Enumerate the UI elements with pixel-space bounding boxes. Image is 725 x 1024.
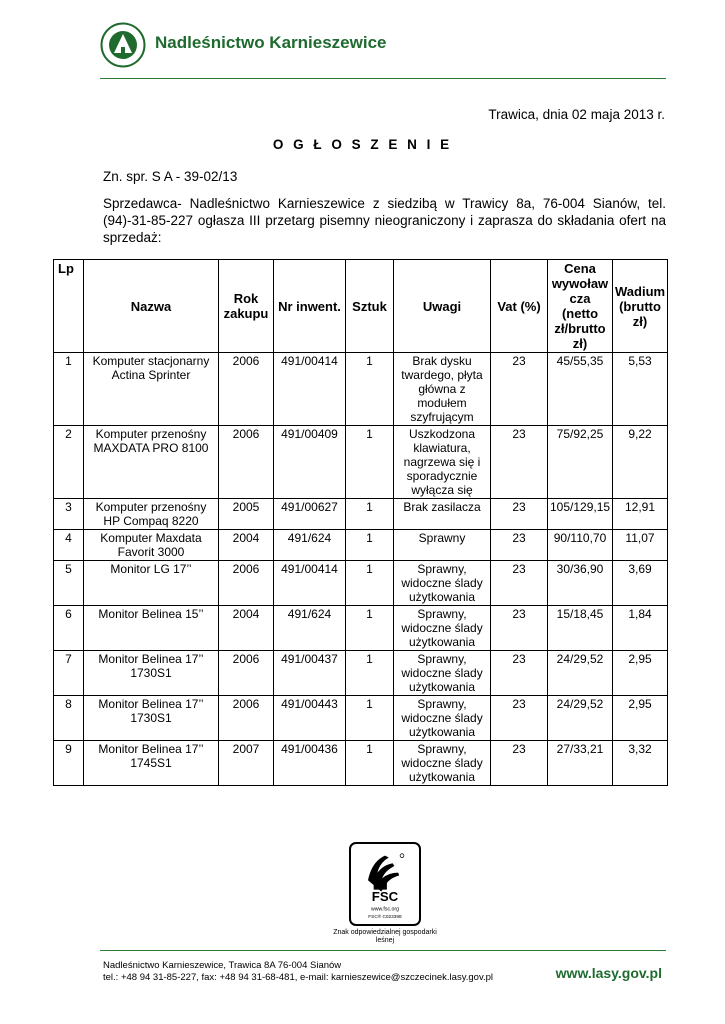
row-notes: Sprawny xyxy=(394,530,491,561)
row-price: 24/29,52 xyxy=(548,696,613,741)
row-deposit: 3,69 xyxy=(613,561,668,606)
row-year: 2006 xyxy=(219,651,274,696)
row-year: 2006 xyxy=(219,561,274,606)
row-deposit: 2,95 xyxy=(613,696,668,741)
row-price: 15/18,45 xyxy=(548,606,613,651)
row-notes: Sprawny, widoczne ślady użytkowania xyxy=(394,696,491,741)
intro-paragraph: Sprzedawca- Nadleśnictwo Karnieszewice z siedzibą w Trawicy 8a, 76-004 Sianów, tel.(94)-31-85-227 ogłasza III przetarg pisemny nieograniczony i zaprasza do składania ofert na sprzedaż: xyxy=(103,196,666,245)
table-body xyxy=(54,353,668,786)
row-deposit: 12,91 xyxy=(613,499,668,530)
row-deposit: 5,53 xyxy=(613,353,668,426)
row-vat: 23 xyxy=(491,353,548,426)
fsc-logo xyxy=(349,842,421,926)
header-notes: Uwagi xyxy=(394,260,491,353)
row-year: 2005 xyxy=(219,499,274,530)
row-deposit: 3,32 xyxy=(613,741,668,786)
row-price: 24/29,52 xyxy=(548,651,613,696)
table-row xyxy=(54,353,668,426)
row-quantity: 1 xyxy=(346,530,394,561)
row-name: Monitor LG 17’’ xyxy=(84,561,219,606)
row-inventory: 491/00627 xyxy=(274,499,346,530)
row-year: 2006 xyxy=(219,426,274,499)
row-quantity: 1 xyxy=(346,741,394,786)
fsc-url: www.fsc.org xyxy=(371,906,399,913)
row-vat: 23 xyxy=(491,499,548,530)
row-vat: 23 xyxy=(491,561,548,606)
table-row xyxy=(54,606,668,651)
row-inventory: 491/00436 xyxy=(274,741,346,786)
table-row xyxy=(54,561,668,606)
header-quantity: Sztuk xyxy=(346,260,394,353)
row-vat: 23 xyxy=(491,696,548,741)
row-lp: 7 xyxy=(54,651,84,696)
document-title: O G Ł O S Z E N I E xyxy=(272,137,453,152)
table-row xyxy=(54,530,668,561)
footer-website-link[interactable]: www.lasy.gov.pl xyxy=(555,965,662,981)
row-name: Monitor Belinea 15’’ xyxy=(84,606,219,651)
row-price: 105/129,15 xyxy=(548,499,613,530)
row-price: 45/55,35 xyxy=(548,353,613,426)
row-price: 30/36,90 xyxy=(548,561,613,606)
row-lp: 5 xyxy=(54,561,84,606)
row-name: Monitor Belinea 17’’ 1745S1 xyxy=(84,741,219,786)
row-inventory: 491/00414 xyxy=(274,353,346,426)
row-quantity: 1 xyxy=(346,606,394,651)
row-quantity: 1 xyxy=(346,696,394,741)
reference-number: Zn. spr. S A - 39-02/13 xyxy=(103,169,238,184)
row-inventory: 491/00437 xyxy=(274,651,346,696)
table-row xyxy=(54,426,668,499)
row-name: Komputer Maxdata Favorit 3000 xyxy=(84,530,219,561)
fsc-code: FSC® C023398 xyxy=(368,915,402,920)
row-inventory: 491/624 xyxy=(274,530,346,561)
row-lp: 3 xyxy=(54,499,84,530)
row-quantity: 1 xyxy=(346,499,394,530)
row-price: 75/92,25 xyxy=(548,426,613,499)
fsc-logo-text: FSC xyxy=(371,889,399,904)
row-notes: Uszkodzona klawiatura, nagrzewa się i sporadycznie wyłącza się xyxy=(394,426,491,499)
row-notes: Sprawny, widoczne ślady użytkowania xyxy=(394,561,491,606)
row-notes: Brak zasilacza xyxy=(394,499,491,530)
footer-address-line1: Nadleśnictwo Karnieszewice, Trawica 8A 76-004 Sianów xyxy=(103,960,342,971)
row-inventory: 491/624 xyxy=(274,606,346,651)
row-deposit: 11,07 xyxy=(613,530,668,561)
row-notes: Sprawny, widoczne ślady użytkowania xyxy=(394,741,491,786)
date-line: Trawica, dnia 02 maja 2013 r. xyxy=(488,107,665,122)
row-quantity: 1 xyxy=(346,561,394,606)
table-row xyxy=(54,651,668,696)
header-vat: Vat (%) xyxy=(491,260,548,353)
lasy-panstwowe-logo xyxy=(100,22,146,68)
org-name: Nadleśnictwo Karnieszewice xyxy=(155,33,387,52)
row-name: Monitor Belinea 17’’ 1730S1 xyxy=(84,651,219,696)
table-row xyxy=(54,696,668,741)
row-vat: 23 xyxy=(491,741,548,786)
row-year: 2004 xyxy=(219,606,274,651)
header-price: Cena wywoław cza (netto zł/brutto zł) xyxy=(548,260,613,353)
row-quantity: 1 xyxy=(346,353,394,426)
row-deposit: 9,22 xyxy=(613,426,668,499)
row-price: 90/110,70 xyxy=(548,530,613,561)
row-name: Komputer przenośny HP Compaq 8220 xyxy=(84,499,219,530)
row-year: 2007 xyxy=(219,741,274,786)
row-vat: 23 xyxy=(491,651,548,696)
row-notes: Brak dysku twardego, płyta główna z modułem szyfrującym xyxy=(394,353,491,426)
row-lp: 2 xyxy=(54,426,84,499)
table-row xyxy=(54,741,668,786)
row-deposit: 2,95 xyxy=(613,651,668,696)
footer-address-line2: tel.: +48 94 31-85-227, fax: +48 94 31-68-481, e-mail: karnieszewice@szczecinek.lasy.gov.pl xyxy=(103,972,494,983)
header-name: Nazwa xyxy=(84,260,219,353)
row-notes: Sprawny, widoczne ślady użytkowania xyxy=(394,606,491,651)
row-price: 27/33,21 xyxy=(548,741,613,786)
row-inventory: 491/00414 xyxy=(274,561,346,606)
table-header-row xyxy=(54,260,668,353)
row-lp: 6 xyxy=(54,606,84,651)
row-deposit: 1,84 xyxy=(613,606,668,651)
header-divider xyxy=(100,78,666,79)
row-name: Komputer przenośny MAXDATA PRO 8100 xyxy=(84,426,219,499)
row-name: Monitor Belinea 17’’ 1730S1 xyxy=(84,696,219,741)
row-vat: 23 xyxy=(491,530,548,561)
header-deposit: Wadium (brutto zł) xyxy=(613,260,668,353)
row-quantity: 1 xyxy=(346,651,394,696)
row-lp: 1 xyxy=(54,353,84,426)
row-year: 2006 xyxy=(219,696,274,741)
header-lp: Lp xyxy=(54,260,84,353)
row-lp: 8 xyxy=(54,696,84,741)
footer-divider xyxy=(100,950,666,951)
header-year: Rok zakupu xyxy=(219,260,274,353)
fsc-caption: Znak odpowiedzialnej gospodarki leśnej xyxy=(333,929,437,944)
row-inventory: 491/00443 xyxy=(274,696,346,741)
row-lp: 9 xyxy=(54,741,84,786)
table-row xyxy=(54,499,668,530)
row-year: 2004 xyxy=(219,530,274,561)
row-quantity: 1 xyxy=(346,426,394,499)
footer-address xyxy=(103,960,493,984)
row-lp: 4 xyxy=(54,530,84,561)
row-year: 2006 xyxy=(219,353,274,426)
row-vat: 23 xyxy=(491,606,548,651)
items-table xyxy=(53,259,668,786)
row-inventory: 491/00409 xyxy=(274,426,346,499)
row-name: Komputer stacjonarny Actina Sprinter xyxy=(84,353,219,426)
row-vat: 23 xyxy=(491,426,548,499)
header-inventory: Nr inwent. xyxy=(274,260,346,353)
row-notes: Sprawny, widoczne ślady użytkowania xyxy=(394,651,491,696)
